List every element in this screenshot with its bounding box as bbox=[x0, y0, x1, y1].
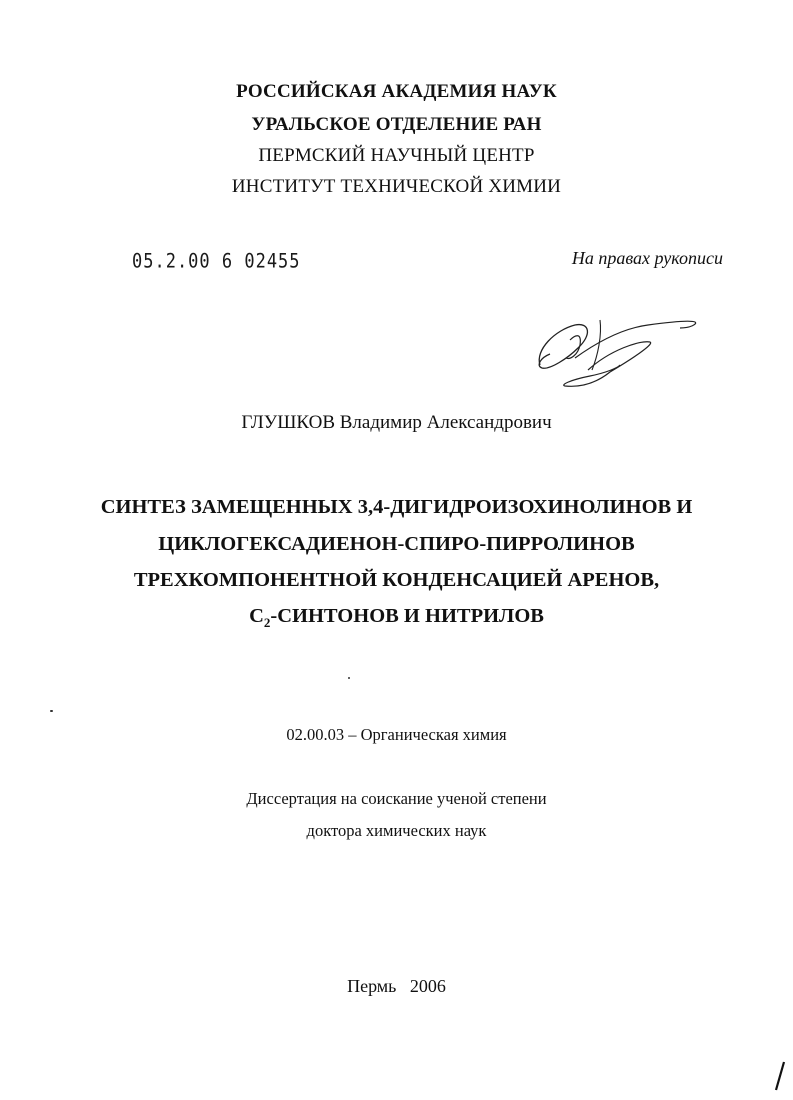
author-name: ГЛУШКОВ Владимир Александрович bbox=[241, 412, 552, 433]
degree-line-2: доктора химических наук bbox=[306, 821, 487, 840]
corner-pen-mark bbox=[770, 1060, 790, 1094]
title-line-4-rest: -СИНТОНОВ И НИТРИЛОВ bbox=[270, 605, 544, 627]
science-center-name: ПЕРМСКИЙ НАУЧНЫЙ ЦЕНТР bbox=[258, 145, 535, 166]
academy-name: РОССИЙСКАЯ АКАДЕМИЯ НАУК bbox=[236, 81, 557, 102]
dissertation-title-line-2: ЦИКЛОГЕКСАДИЕНОН-СПИРО-ПИРРОЛИНОВ bbox=[158, 533, 635, 555]
title-subscript: 2 bbox=[263, 615, 271, 631]
institute-name: ИНСТИТУТ ТЕХНИЧЕСКОЙ ХИМИИ bbox=[231, 176, 562, 197]
specialty-code: 02.00.03 – Органическая химия bbox=[286, 725, 507, 744]
speck bbox=[50, 710, 53, 712]
degree-line-1: Диссертация на соискание ученой степени bbox=[246, 789, 547, 808]
author-signature bbox=[530, 310, 705, 395]
registration-stamp: 05.2.00 6 02455 bbox=[132, 250, 301, 273]
manuscript-rights-note: На правах рукописи bbox=[571, 248, 723, 268]
dissertation-title-line-1: СИНТЕЗ ЗАМЕЩЕННЫХ 3,4-ДИГИДРОИЗОХИНОЛИНОВ И bbox=[100, 496, 693, 518]
title-c-letter: C bbox=[249, 605, 264, 627]
dissertation-title-line-4 bbox=[0, 605, 793, 631]
speck bbox=[348, 677, 350, 679]
dissertation-title-line-3: ТРЕХКОМПОНЕНТНОЙ КОНДЕНСАЦИЕЙ АРЕНОВ, bbox=[133, 569, 660, 591]
place-and-year: Пермь 2006 bbox=[347, 976, 446, 996]
branch-name: УРАЛЬСКОЕ ОТДЕЛЕНИЕ РАН bbox=[251, 114, 542, 135]
